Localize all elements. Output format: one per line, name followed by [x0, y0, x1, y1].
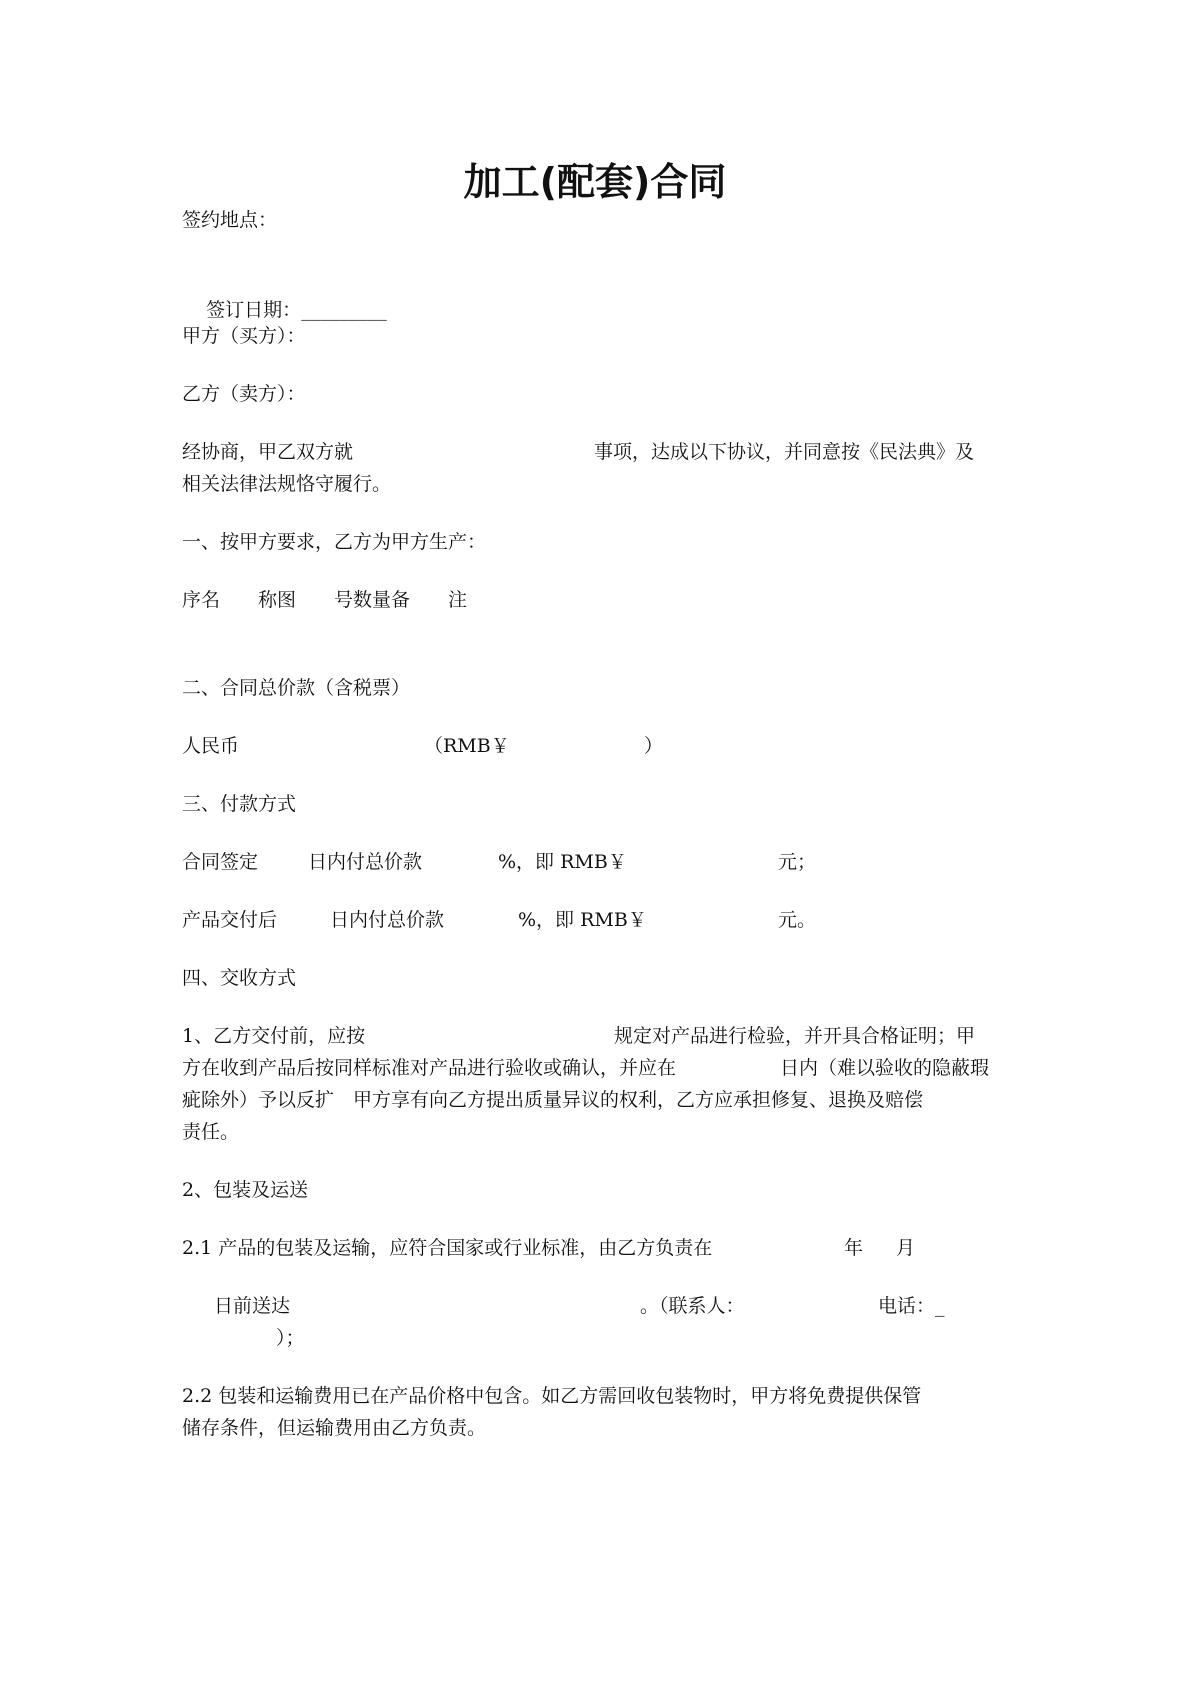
- item1-line4: 责任。: [182, 1121, 240, 1143]
- party-b-label: 乙方（卖方）：: [182, 383, 306, 405]
- item2-1-line2-c: 电话：_: [878, 1295, 945, 1317]
- intro-part2: 事项，达成以下协议，并同意按《民法典》及: [594, 441, 975, 463]
- section3-heading: 三、付款方式: [182, 793, 297, 815]
- sign-date-blank: _________: [301, 299, 387, 321]
- item2-1-line1-a: 2.1 产品的包装及运输，应符合国家或行业标准，由乙方负责在: [182, 1237, 713, 1259]
- item2-1-line2-a: 日前送达: [214, 1295, 291, 1317]
- sign-date-label: 签订日期：: [206, 299, 302, 321]
- item1-line1-a: 1、乙方交付前，应按: [182, 1025, 366, 1047]
- section1-heading: 一、按甲方要求，乙方为甲方生产：: [182, 531, 487, 553]
- payment-row1-c: %，即 RMB￥: [498, 851, 627, 873]
- item2-1-line3: ）；: [276, 1327, 305, 1349]
- intro-part1: 经协商，甲乙双方就: [182, 441, 354, 463]
- payment-row1-d: 元；: [778, 851, 817, 873]
- product-table-header: 序名 称图 号数量备 注: [182, 589, 468, 611]
- item1-line2-a: 方在收到产品后按同样标准对产品进行验收或确认，并应在: [182, 1057, 677, 1079]
- payment-row2-c: %，即 RMB￥: [518, 909, 647, 931]
- payment-row2-b: 日内付总价款: [330, 909, 445, 931]
- item2-1-line2-b: 。（联系人：: [640, 1295, 745, 1317]
- item2-1-year: 年: [844, 1237, 864, 1259]
- section4-heading: 四、交收方式: [182, 967, 297, 989]
- sign-place-label: 签约地点：: [182, 209, 278, 231]
- item1-line2-b: 日内（难以验收的隐蔽瑕: [780, 1057, 990, 1079]
- item2-heading: 2、包装及运送: [182, 1179, 309, 1201]
- document-title: 加工(配套)合同: [463, 160, 727, 204]
- payment-row2-d: 元。: [778, 909, 817, 931]
- payment-row1-a: 合同签定: [182, 851, 259, 873]
- item1-line1-b: 规定对产品进行检验，并开具合格证明；甲: [614, 1025, 976, 1047]
- item1-line3: 疵除外）予以反扩 甲方享有向乙方提出质量异议的权利，乙方应承担修复、退换及赔偿: [182, 1089, 924, 1111]
- payment-row2-a: 产品交付后: [182, 909, 278, 931]
- item2-1-month: 月: [896, 1237, 916, 1259]
- item2-2-line1: 2.2 包装和运输费用已在产品价格中包含。如乙方需回收包装物时，甲方将免费提供保管: [182, 1385, 922, 1407]
- party-a-label: 甲方（买方）：: [182, 325, 306, 347]
- section2-heading: 二、合同总价款（含税票）: [182, 677, 411, 699]
- rmb-label: 人民币: [182, 735, 240, 757]
- intro-line2: 相关法律法规恪守履行。: [182, 473, 392, 495]
- payment-row1-b: 日内付总价款: [308, 851, 423, 873]
- rmb-paren-close: ）: [644, 735, 664, 757]
- item2-2-line2: 储存条件，但运输费用由乙方负责。: [182, 1417, 487, 1439]
- rmb-paren-open: （RMB￥: [424, 735, 510, 757]
